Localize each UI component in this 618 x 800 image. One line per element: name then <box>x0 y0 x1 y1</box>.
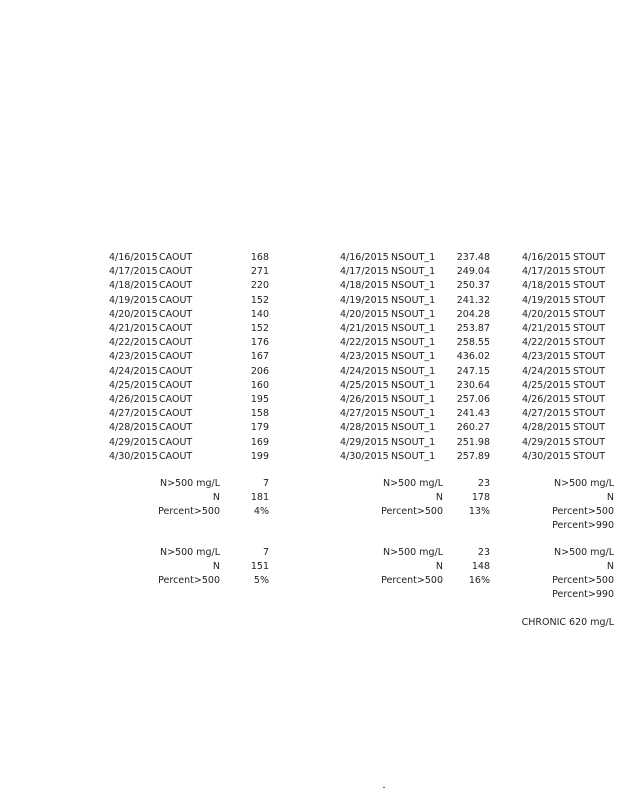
caout-value-cell: 152 <box>250 295 269 306</box>
nsout-site-cell: NSOUT_1 <box>391 323 436 334</box>
nsout-site-cell: NSOUT_1 <box>391 266 436 277</box>
nsout-date-cell: 4/26/2015 <box>340 394 389 405</box>
nsout-value-cell: 249.04 <box>456 266 490 277</box>
stout-date-cell: 4/21/2015 <box>522 323 571 334</box>
stout-date-cell: 4/20/2015 <box>522 309 571 320</box>
nsout-site-cell: NSOUT_1 <box>391 451 436 462</box>
caout-value-cell: 140 <box>250 309 269 320</box>
caout-date-cell: 4/24/2015 <box>109 366 158 377</box>
nsout-value-cell: 257.89 <box>456 451 490 462</box>
caout-date-cell: 4/28/2015 <box>109 422 158 433</box>
stout-site-cell: STOUT <box>573 266 606 277</box>
caout-value-cell: 176 <box>250 337 269 348</box>
nsout-value-cell: 258.55 <box>456 337 490 348</box>
caout-site-cell: CAOUT <box>159 366 193 377</box>
nsout-site-cell: NSOUT_1 <box>391 366 436 377</box>
caout-summary-label: N <box>212 492 220 503</box>
nsout-value-cell: 251.98 <box>456 437 490 448</box>
caout-site-cell: CAOUT <box>159 394 193 405</box>
stout-site-cell: STOUT <box>573 351 606 362</box>
nsout-date-cell: 4/22/2015 <box>340 337 389 348</box>
caout-site-cell: CAOUT <box>159 351 193 362</box>
nsout-date-cell: 4/16/2015 <box>340 252 389 263</box>
caout-date-cell: 4/25/2015 <box>109 380 158 391</box>
nsout-summary-value: 178 <box>471 492 490 503</box>
nsout-site-cell: NSOUT_1 <box>391 437 436 448</box>
nsout-value-cell: 230.64 <box>456 380 490 391</box>
nsout-site-cell: NSOUT_1 <box>391 295 436 306</box>
nsout-site-cell: NSOUT_1 <box>391 380 436 391</box>
nsout-date-cell: 4/24/2015 <box>340 366 389 377</box>
caout-summary-value: 5% <box>253 575 269 586</box>
caout-value-cell: 158 <box>250 408 269 419</box>
caout-date-cell: 4/20/2015 <box>109 309 158 320</box>
nsout-date-cell: 4/28/2015 <box>340 422 389 433</box>
nsout-summary-value: 148 <box>471 561 490 572</box>
nsout-date-cell: 4/21/2015 <box>340 323 389 334</box>
stout-date-cell: 4/24/2015 <box>522 366 571 377</box>
caout-summary-label: Percent>500 <box>158 575 220 586</box>
caout-summary-value: 151 <box>250 561 269 572</box>
stout-date-cell: 4/18/2015 <box>522 280 571 291</box>
stout-summary-label: Percent>990 <box>552 520 614 531</box>
chronic-threshold-label: CHRONIC 620 mg/L <box>521 617 614 628</box>
caout-value-cell: 152 <box>250 323 269 334</box>
nsout-summary-label: N>500 mg/L <box>383 547 443 558</box>
caout-summary-label: N>500 mg/L <box>160 478 220 489</box>
caout-summary-label: N>500 mg/L <box>160 547 220 558</box>
caout-summary-label: Percent>500 <box>158 506 220 517</box>
nsout-site-cell: NSOUT_1 <box>391 337 436 348</box>
nsout-date-cell: 4/30/2015 <box>340 451 389 462</box>
caout-date-cell: 4/29/2015 <box>109 437 158 448</box>
nsout-value-cell: 260.27 <box>456 422 490 433</box>
nsout-value-cell: 257.06 <box>456 394 490 405</box>
nsout-date-cell: 4/17/2015 <box>340 266 389 277</box>
caout-value-cell: 179 <box>250 422 269 433</box>
stout-date-cell: 4/28/2015 <box>522 422 571 433</box>
nsout-value-cell: 241.43 <box>456 408 490 419</box>
caout-site-cell: CAOUT <box>159 337 193 348</box>
nsout-site-cell: NSOUT_1 <box>391 422 436 433</box>
caout-site-cell: CAOUT <box>159 266 193 277</box>
caout-site-cell: CAOUT <box>159 252 193 263</box>
nsout-summary-value: 23 <box>477 547 490 558</box>
stout-date-cell: 4/26/2015 <box>522 394 571 405</box>
caout-date-cell: 4/18/2015 <box>109 280 158 291</box>
stout-site-cell: STOUT <box>573 394 606 405</box>
stout-site-cell: STOUT <box>573 280 606 291</box>
caout-summary-label: N <box>212 561 220 572</box>
caout-site-cell: CAOUT <box>159 437 193 448</box>
nsout-summary-label: Percent>500 <box>381 575 443 586</box>
caout-date-cell: 4/27/2015 <box>109 408 158 419</box>
nsout-site-cell: NSOUT_1 <box>391 280 436 291</box>
page-mark <box>383 787 385 788</box>
caout-summary-value: 4% <box>253 506 269 517</box>
caout-value-cell: 160 <box>250 380 269 391</box>
stout-date-cell: 4/27/2015 <box>522 408 571 419</box>
nsout-summary-label: N <box>435 492 443 503</box>
nsout-value-cell: 250.37 <box>456 280 490 291</box>
caout-summary-value: 7 <box>262 478 269 489</box>
stout-date-cell: 4/17/2015 <box>522 266 571 277</box>
caout-date-cell: 4/30/2015 <box>109 451 158 462</box>
nsout-date-cell: 4/23/2015 <box>340 351 389 362</box>
stout-summary-label: N>500 mg/L <box>554 478 614 489</box>
stout-date-cell: 4/29/2015 <box>522 437 571 448</box>
nsout-date-cell: 4/25/2015 <box>340 380 389 391</box>
nsout-site-cell: NSOUT_1 <box>391 252 436 263</box>
caout-site-cell: CAOUT <box>159 280 193 291</box>
stout-date-cell: 4/25/2015 <box>522 380 571 391</box>
caout-value-cell: 206 <box>250 366 269 377</box>
caout-value-cell: 271 <box>250 266 269 277</box>
stout-site-cell: STOUT <box>573 323 606 334</box>
nsout-summary-label: N <box>435 561 443 572</box>
nsout-date-cell: 4/20/2015 <box>340 309 389 320</box>
caout-site-cell: CAOUT <box>159 422 193 433</box>
caout-summary-value: 181 <box>250 492 269 503</box>
stout-site-cell: STOUT <box>573 366 606 377</box>
nsout-site-cell: NSOUT_1 <box>391 351 436 362</box>
nsout-summary-value: 13% <box>468 506 490 517</box>
stout-summary-label: N <box>606 492 614 503</box>
nsout-summary-label: N>500 mg/L <box>383 478 443 489</box>
stout-site-cell: STOUT <box>573 437 606 448</box>
nsout-summary-value: 16% <box>468 575 490 586</box>
stout-site-cell: STOUT <box>573 408 606 419</box>
nsout-date-cell: 4/29/2015 <box>340 437 389 448</box>
nsout-summary-label: Percent>500 <box>381 506 443 517</box>
nsout-value-cell: 237.48 <box>456 252 490 263</box>
stout-site-cell: STOUT <box>573 451 606 462</box>
stout-date-cell: 4/19/2015 <box>522 295 571 306</box>
caout-date-cell: 4/16/2015 <box>109 252 158 263</box>
stout-site-cell: STOUT <box>573 422 606 433</box>
nsout-site-cell: NSOUT_1 <box>391 394 436 405</box>
caout-date-cell: 4/26/2015 <box>109 394 158 405</box>
caout-site-cell: CAOUT <box>159 380 193 391</box>
caout-value-cell: 220 <box>250 280 269 291</box>
nsout-value-cell: 204.28 <box>456 309 490 320</box>
nsout-site-cell: NSOUT_1 <box>391 408 436 419</box>
caout-site-cell: CAOUT <box>159 323 193 334</box>
caout-date-cell: 4/22/2015 <box>109 337 158 348</box>
caout-date-cell: 4/17/2015 <box>109 266 158 277</box>
stout-summary-label: Percent>990 <box>552 589 614 600</box>
stout-date-cell: 4/30/2015 <box>522 451 571 462</box>
nsout-value-cell: 247.15 <box>456 366 490 377</box>
caout-value-cell: 199 <box>250 451 269 462</box>
stout-site-cell: STOUT <box>573 380 606 391</box>
caout-site-cell: CAOUT <box>159 309 193 320</box>
stout-site-cell: STOUT <box>573 309 606 320</box>
nsout-date-cell: 4/27/2015 <box>340 408 389 419</box>
nsout-value-cell: 241.32 <box>456 295 490 306</box>
nsout-value-cell: 253.87 <box>456 323 490 334</box>
stout-date-cell: 4/23/2015 <box>522 351 571 362</box>
caout-date-cell: 4/19/2015 <box>109 295 158 306</box>
caout-value-cell: 167 <box>250 351 269 362</box>
caout-value-cell: 168 <box>250 252 269 263</box>
nsout-date-cell: 4/18/2015 <box>340 280 389 291</box>
stout-site-cell: STOUT <box>573 337 606 348</box>
stout-site-cell: STOUT <box>573 252 606 263</box>
nsout-date-cell: 4/19/2015 <box>340 295 389 306</box>
caout-value-cell: 195 <box>250 394 269 405</box>
stout-summary-label: N <box>606 561 614 572</box>
caout-site-cell: CAOUT <box>159 408 193 419</box>
caout-date-cell: 4/21/2015 <box>109 323 158 334</box>
caout-site-cell: CAOUT <box>159 451 193 462</box>
caout-value-cell: 169 <box>250 437 269 448</box>
nsout-site-cell: NSOUT_1 <box>391 309 436 320</box>
nsout-summary-value: 23 <box>477 478 490 489</box>
caout-site-cell: CAOUT <box>159 295 193 306</box>
caout-summary-value: 7 <box>262 547 269 558</box>
stout-summary-label: Percent>500 <box>552 575 614 586</box>
nsout-value-cell: 436.02 <box>456 351 490 362</box>
stout-date-cell: 4/16/2015 <box>522 252 571 263</box>
stout-site-cell: STOUT <box>573 295 606 306</box>
stout-summary-label: Percent>500 <box>552 506 614 517</box>
caout-date-cell: 4/23/2015 <box>109 351 158 362</box>
stout-summary-label: N>500 mg/L <box>554 547 614 558</box>
stout-date-cell: 4/22/2015 <box>522 337 571 348</box>
